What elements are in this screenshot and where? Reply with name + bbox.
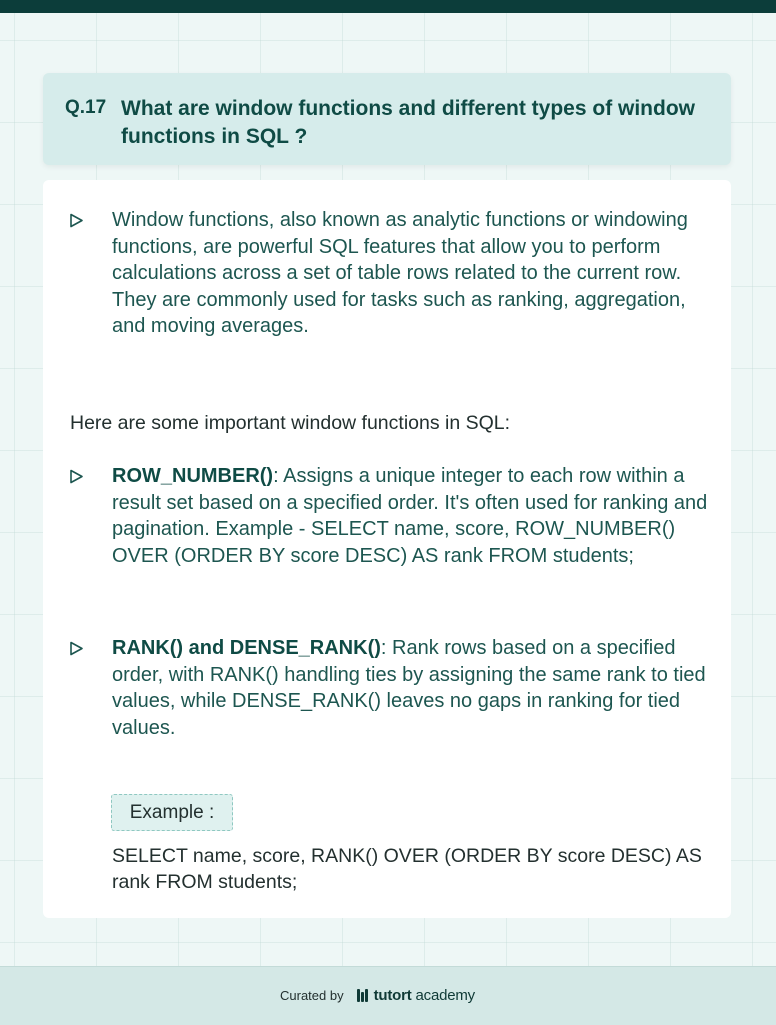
play-arrow-icon <box>69 641 84 656</box>
question-card <box>43 73 731 165</box>
list-heading: Here are some important window functions in SQL: <box>70 412 511 434</box>
top-band <box>0 0 776 13</box>
play-arrow-icon <box>69 213 84 228</box>
intro-paragraph: Window functions, also known as analytic functions or windowing functions, are powerful SQL features that allow you to perform calculations across a set of table rows related to the current row. They are commonly used for tasks such as ranking, aggregation, and moving averages. <box>112 209 688 337</box>
list-item-rank <box>112 635 716 741</box>
curated-by-label: Curated by <box>280 988 344 1003</box>
term-rank: RANK() and DENSE_RANK() <box>112 637 381 659</box>
answer-card <box>43 180 731 918</box>
footer <box>0 966 776 1025</box>
desc-rank: : Rank rows based on a specified order, with RANK() handling ties by assigning the same rank to tied values, while DENSE_RANK() leaves no gaps in ranking for tied values. <box>112 637 706 739</box>
question-number: Q.17 <box>65 97 107 118</box>
question-title: What are window functions and different types of window functions in SQL ? <box>121 97 696 148</box>
term-row-number: ROW_NUMBER() <box>112 465 274 487</box>
example-badge: Example : <box>111 794 233 831</box>
list-item-row-number <box>112 463 716 569</box>
play-arrow-icon <box>69 469 84 484</box>
example-code: SELECT name, score, RANK() OVER (ORDER BY score DESC) AS rank FROM students; <box>112 845 702 893</box>
brand-bold: tutort <box>373 987 412 1004</box>
tutort-logo-icon <box>356 988 369 1003</box>
brand-name <box>374 987 475 1004</box>
footer-credit <box>280 987 475 1004</box>
desc-row-number: : Assigns a unique integer to each row within a result set based on a specified order. It's often used for ranking and pagination. Example - SELECT name, score, ROW_NUMBER() OVER (ORDER BY score DESC) AS rank FROM students; <box>112 465 708 567</box>
brand-regular: academy <box>411 987 475 1004</box>
